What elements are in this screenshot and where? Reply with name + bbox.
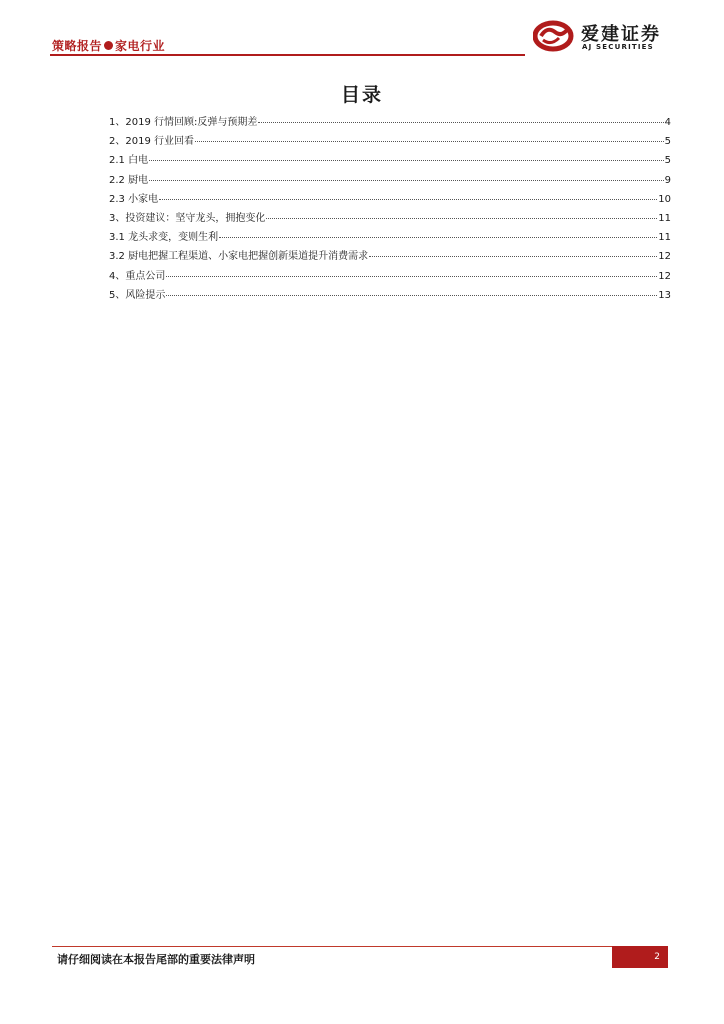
toc-entry[interactable]: [109, 171, 671, 190]
toc-entry-page: 13: [658, 289, 671, 301]
toc-entry-page: 11: [658, 212, 671, 224]
toc-leader-dots: [166, 295, 657, 296]
toc-entry-text: 2.2 厨电: [109, 174, 149, 186]
page-number: 2: [654, 952, 660, 962]
industry-label: 家电行业: [115, 39, 166, 53]
toc-list: [109, 113, 671, 305]
toc-leader-dots: [166, 276, 657, 277]
toc-entry[interactable]: [109, 247, 671, 266]
toc-entry-text: 2.3 小家电: [109, 193, 159, 205]
bullet-dot-icon: [104, 41, 113, 50]
toc-entry-page: 4: [664, 117, 671, 128]
toc-entry[interactable]: [109, 286, 671, 305]
toc-leader-dots: [149, 160, 664, 161]
toc-entry[interactable]: [109, 132, 671, 151]
logo-english-name: AJ SECURITIES: [582, 43, 654, 51]
toc-entry-page: 9: [664, 174, 671, 186]
page-number-badge: [612, 946, 668, 968]
toc-entry[interactable]: [109, 113, 671, 132]
toc-entry-page: 5: [664, 155, 671, 167]
logo-mark-icon: [533, 20, 577, 52]
toc-entry-page: 11: [658, 232, 671, 244]
toc-leader-dots: [159, 199, 657, 200]
toc-entry-text: 5、风险提示: [109, 289, 166, 301]
company-logo: [533, 18, 673, 54]
toc-entry-text: 3.2 厨电把握工程渠道、小家电把握创新渠道提升消费需求: [109, 251, 369, 263]
report-type-label: 策略报告: [52, 39, 103, 53]
toc-entry-page: 12: [658, 270, 671, 282]
toc-entry[interactable]: [109, 151, 671, 170]
toc-entry[interactable]: [109, 190, 671, 209]
toc-entry-text: 4、重点公司: [109, 270, 166, 282]
header-divider: [50, 54, 525, 56]
toc-entry-text: 2.1 白电: [109, 155, 149, 167]
toc-leader-dots: [149, 180, 664, 181]
toc-leader-dots: [369, 256, 657, 257]
toc-leader-dots: [266, 218, 657, 219]
toc-entry-text: 1、2019 行情回顾:反弹与预期差: [109, 117, 258, 128]
toc-entry[interactable]: [109, 209, 671, 228]
toc-entry-page: 10: [658, 193, 671, 205]
toc-entry-text: 3、投资建议：坚守龙头，拥抱变化: [109, 212, 266, 224]
toc-entry-text: 3.1 龙头求变，变则生利: [109, 232, 219, 244]
toc-leader-dots: [258, 122, 663, 123]
toc-leader-dots: [195, 141, 664, 142]
toc-entry-page: 5: [664, 136, 671, 148]
legal-disclaimer: 请仔细阅读在本报告尾部的重要法律声明: [57, 953, 255, 966]
toc-leader-dots: [219, 237, 657, 238]
logo-chinese-name: 爱建证券: [581, 24, 661, 45]
toc-entry[interactable]: [109, 267, 671, 286]
toc-title: 目录: [340, 84, 383, 106]
toc-entry-text: 2、2019 行业回看: [109, 136, 194, 148]
toc-entry[interactable]: [109, 228, 671, 247]
report-category: [52, 37, 165, 54]
footer-divider: [52, 946, 668, 947]
toc-entry-page: 12: [658, 251, 671, 263]
